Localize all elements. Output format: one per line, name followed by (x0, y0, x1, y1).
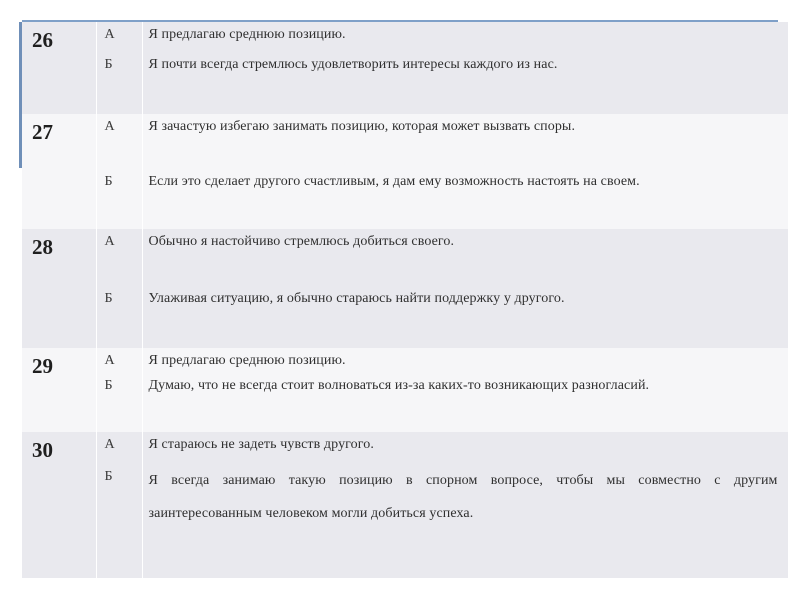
table-row-q30-a (22, 432, 788, 464)
option-letter: А (96, 229, 142, 286)
question-number: 27 (22, 114, 96, 229)
table-row-q29-b (22, 373, 788, 432)
option-letter: Б (96, 286, 142, 348)
option-letter: Б (96, 464, 142, 578)
table-row-q28-b (22, 286, 788, 348)
option-text: Я предлагаю среднюю позицию. (142, 22, 788, 52)
table-row-q26-b (22, 52, 788, 114)
table-row-q27-b (22, 169, 788, 229)
option-text: Обычно я настойчиво стремлюсь добиться своего. (142, 229, 788, 286)
option-text: Я зачастую избегаю занимать позицию, которая может вызвать споры. (142, 114, 788, 169)
question-number: 29 (22, 348, 96, 432)
option-letter: А (96, 432, 142, 464)
option-letter: Б (96, 52, 142, 114)
option-text: Думаю, что не всегда стоит волноваться из-за каких-то возникающих разногласий. (142, 373, 788, 432)
option-text: Улаживая ситуацию, я обычно стараюсь найти поддержку у другого. (142, 286, 788, 348)
table-row-q28-a (22, 229, 788, 286)
option-text: Я почти всегда стремлюсь удовлетворить интересы каждого из нас. (142, 52, 788, 114)
option-letter: А (96, 348, 142, 373)
option-text: Я всегда занимаю такую позицию в спорном вопросе, чтобы мы совместно с другим заинтересованным человеком могли добиться успеха. (142, 464, 788, 578)
option-letter: Б (96, 373, 142, 432)
option-text: Если это сделает другого счастливым, я дам ему возможность настоять на своем. (142, 169, 788, 229)
option-text: Я предлагаю среднюю позицию. (142, 348, 788, 373)
questionnaire-table (22, 22, 789, 578)
option-letter: Б (96, 169, 142, 229)
table-row-q29-a (22, 348, 788, 373)
table-row-q26-a (22, 22, 788, 52)
option-letter: А (96, 114, 142, 169)
question-number: 30 (22, 432, 96, 578)
question-number: 28 (22, 229, 96, 348)
table-row-q30-b (22, 464, 788, 578)
option-text: Я стараюсь не задеть чувств другого. (142, 432, 788, 464)
option-letter: А (96, 22, 142, 52)
table-row-q27-a (22, 114, 788, 169)
question-number: 26 (22, 22, 96, 114)
